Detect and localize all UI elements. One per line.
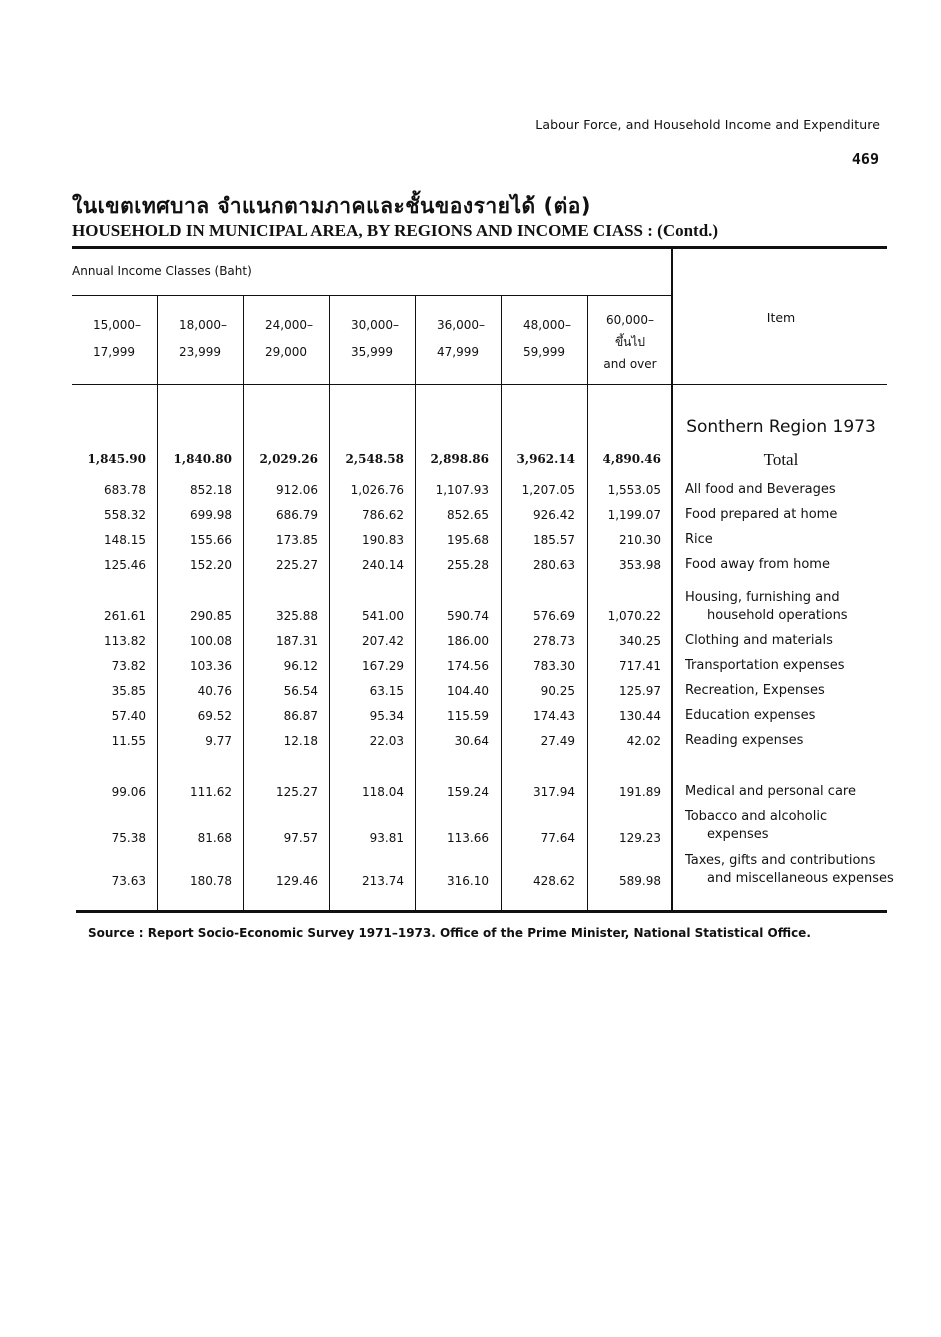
- table-cell: 428.62: [533, 874, 575, 888]
- table-cell: 97.57: [283, 831, 318, 845]
- table-cell: 180.78: [190, 874, 232, 888]
- row-label: [685, 657, 845, 675]
- row-label: [685, 481, 836, 499]
- row-label: [685, 556, 830, 574]
- table-cell: 125.27: [276, 785, 318, 799]
- header-rule: [72, 384, 887, 385]
- table-cell: 77.64: [540, 831, 575, 845]
- table-cell: 852.18: [190, 483, 232, 497]
- table-cell: 207.42: [362, 634, 404, 648]
- table-cell: 173.85: [276, 533, 318, 547]
- running-head: Labour Force, and Household Income and Expenditure: [535, 117, 880, 132]
- table-cell: 278.73: [533, 634, 575, 648]
- table-cell: 340.25: [619, 634, 661, 648]
- table-cell: 190.83: [362, 533, 404, 547]
- row-label: [685, 707, 815, 725]
- table-cell: 290.85: [190, 609, 232, 623]
- table-cell: 590.74: [447, 609, 489, 623]
- row-label: [685, 852, 894, 888]
- row-label-line: Transportation expenses: [685, 658, 845, 673]
- table-cell: 255.28: [447, 558, 489, 572]
- column-header-48000: 48,000– 59,999: [523, 318, 571, 359]
- table-cell: 75.38: [111, 831, 146, 845]
- table-cell: 187.31: [276, 634, 318, 648]
- table-cell: 73.63: [111, 874, 146, 888]
- column-divider: [243, 296, 244, 910]
- table-cell: 852.65: [447, 508, 489, 522]
- table-cell: 195.68: [447, 533, 489, 547]
- item-column-header: Item: [766, 310, 796, 325]
- bottom-rule: [76, 910, 887, 913]
- table-title-english: HOUSEHOLD IN MUNICIPAL AREA, BY REGIONS AND INCOME CIASS : (Contd.): [72, 221, 719, 240]
- table-cell: 186.00: [447, 634, 489, 648]
- table-cell: 541.00: [362, 609, 404, 623]
- row-label-line: Recreation, Expenses: [685, 683, 825, 698]
- column-header-18000: 18,000– 23,999: [179, 318, 227, 359]
- table-cell: 152.20: [190, 558, 232, 572]
- table-cell: 12.18: [283, 734, 318, 748]
- table-cell: 148.15: [104, 533, 146, 547]
- column-header-24000: 24,000– 29,000: [265, 318, 313, 359]
- table-cell: 1,845.90: [87, 452, 146, 466]
- table-cell: 1,070.22: [607, 609, 661, 623]
- table-cell: 926.42: [533, 508, 575, 522]
- table-cell: 90.25: [540, 684, 575, 698]
- table-cell: 210.30: [619, 533, 661, 547]
- table-cell: 1,107.93: [435, 483, 489, 497]
- table-cell: 912.06: [276, 483, 318, 497]
- table-cell: 73.82: [111, 659, 146, 673]
- table-cell: 2,029.26: [259, 452, 318, 466]
- table-cell: 174.56: [447, 659, 489, 673]
- table-cell: 353.98: [619, 558, 661, 572]
- row-label-line: Taxes, gifts and contributions: [685, 853, 876, 868]
- column-divider: [157, 296, 158, 910]
- table-cell: 683.78: [104, 483, 146, 497]
- table-cell: 86.87: [283, 709, 318, 723]
- table-cell: 27.49: [540, 734, 575, 748]
- table-cell: 191.89: [619, 785, 661, 799]
- row-label: [685, 531, 713, 549]
- table-cell: 589.98: [619, 874, 661, 888]
- row-label-continuation: household operations: [707, 608, 848, 623]
- row-label-line: Clothing and materials: [685, 633, 833, 648]
- table-cell: 56.54: [283, 684, 318, 698]
- table-cell: 185.57: [533, 533, 575, 547]
- row-label: [685, 808, 827, 844]
- column-header-36000: 36,000– 47,999: [437, 318, 485, 359]
- table-cell: 130.44: [619, 709, 661, 723]
- row-label-line: Total: [763, 450, 799, 469]
- column-divider: [501, 296, 502, 910]
- table-cell: 325.88: [276, 609, 318, 623]
- table-cell: 63.15: [369, 684, 404, 698]
- row-label: [685, 732, 803, 750]
- table-cell: 30.64: [454, 734, 489, 748]
- table-cell: 42.02: [626, 734, 661, 748]
- table-cell: 104.40: [447, 684, 489, 698]
- table-cell: 69.52: [197, 709, 232, 723]
- table-cell: 1,207.05: [521, 483, 575, 497]
- annual-income-classes-label: Annual Income Classes (Baht): [72, 264, 252, 278]
- region-heading: Sonthern Region 1973: [686, 417, 876, 437]
- table-cell: 111.62: [190, 785, 232, 799]
- table-cell: 686.79: [276, 508, 318, 522]
- table-cell: 317.94: [533, 785, 575, 799]
- row-label-line: Housing, furnishing and: [685, 590, 840, 605]
- table-cell: 40.76: [197, 684, 232, 698]
- table-cell: 699.98: [190, 508, 232, 522]
- table-cell: 159.24: [447, 785, 489, 799]
- row-label-line: Medical and personal care: [685, 784, 856, 799]
- subheader-rule: [72, 295, 672, 296]
- row-label: [685, 783, 856, 801]
- table-cell: 1,199.07: [607, 508, 661, 522]
- table-cell: 129.23: [619, 831, 661, 845]
- table-cell: 316.10: [447, 874, 489, 888]
- row-label: [685, 589, 848, 625]
- table-cell: 22.03: [369, 734, 404, 748]
- table-cell: 1,553.05: [607, 483, 661, 497]
- table-cell: 1,840.80: [173, 452, 232, 466]
- table-cell: 261.61: [104, 609, 146, 623]
- table-cell: 2,898.86: [430, 452, 489, 466]
- table-cell: 4,890.46: [602, 452, 661, 466]
- row-label: [685, 632, 833, 650]
- table-cell: 113.66: [447, 831, 489, 845]
- source-note: Source : Report Socio-Economic Survey 1971–1973. Office of the Prime Minister, National Statistical Office.: [88, 926, 811, 940]
- table-cell: 99.06: [111, 785, 146, 799]
- table-cell: 96.12: [283, 659, 318, 673]
- table-cell: 155.66: [190, 533, 232, 547]
- table-cell: 11.55: [111, 734, 146, 748]
- table-cell: 95.34: [369, 709, 404, 723]
- column-divider: [587, 296, 588, 910]
- table-cell: 717.41: [619, 659, 661, 673]
- row-label: [685, 682, 825, 700]
- table-cell: 93.81: [369, 831, 404, 845]
- table-cell: 786.62: [362, 508, 404, 522]
- table-cell: 167.29: [362, 659, 404, 673]
- table-cell: 125.46: [104, 558, 146, 572]
- table-cell: 35.85: [111, 684, 146, 698]
- row-label-line: All food and Beverages: [685, 482, 836, 497]
- table-cell: 3,962.14: [516, 452, 575, 466]
- row-label: [685, 506, 837, 524]
- table-cell: 103.36: [190, 659, 232, 673]
- row-label-line: Tobacco and alcoholic: [685, 809, 828, 824]
- table-cell: 57.40: [111, 709, 146, 723]
- row-label-continuation: expenses: [707, 827, 769, 842]
- row-label-line: Education expenses: [685, 708, 816, 723]
- table-cell: 113.82: [104, 634, 146, 648]
- table-cell: 129.46: [276, 874, 318, 888]
- table-cell: 240.14: [362, 558, 404, 572]
- column-header-60000-and-over: 60,000– ขึ้นไป and over: [603, 313, 657, 371]
- table-cell: 81.68: [197, 831, 232, 845]
- row-label-line: Reading expenses: [685, 733, 804, 748]
- table-cell: 2,548.58: [345, 452, 404, 466]
- row-label-continuation: and miscellaneous expenses: [707, 871, 894, 886]
- table-cell: 225.27: [276, 558, 318, 572]
- row-label-line: Food prepared at home: [685, 507, 838, 522]
- table-cell: 174.43: [533, 709, 575, 723]
- table-title-thai: ในเขตเทศบาล จำแนกตามภาคและชั้นของรายได้ (ต่อ): [72, 194, 591, 218]
- table-cell: 9.77: [205, 734, 232, 748]
- row-label-line: Food away from home: [685, 557, 830, 572]
- table-cell: 280.63: [533, 558, 575, 572]
- table-cell: 125.97: [619, 684, 661, 698]
- table-cell: 558.32: [104, 508, 146, 522]
- table-cell: 118.04: [362, 785, 404, 799]
- table-cell: 576.69: [533, 609, 575, 623]
- table-cell: 100.08: [190, 634, 232, 648]
- row-label-line: Rice: [685, 532, 713, 547]
- column-divider: [329, 296, 330, 910]
- column-header-15000: 15,000– 17,999: [93, 318, 141, 359]
- row-label: [673, 450, 889, 470]
- table-cell: 1,026.76: [350, 483, 404, 497]
- column-divider: [415, 296, 416, 910]
- table-cell: 783.30: [533, 659, 575, 673]
- column-header-30000: 30,000– 35,999: [351, 318, 399, 359]
- top-rule: [72, 246, 887, 249]
- page-number: 469: [851, 150, 879, 168]
- table-cell: 213.74: [362, 874, 404, 888]
- table-cell: 115.59: [447, 709, 489, 723]
